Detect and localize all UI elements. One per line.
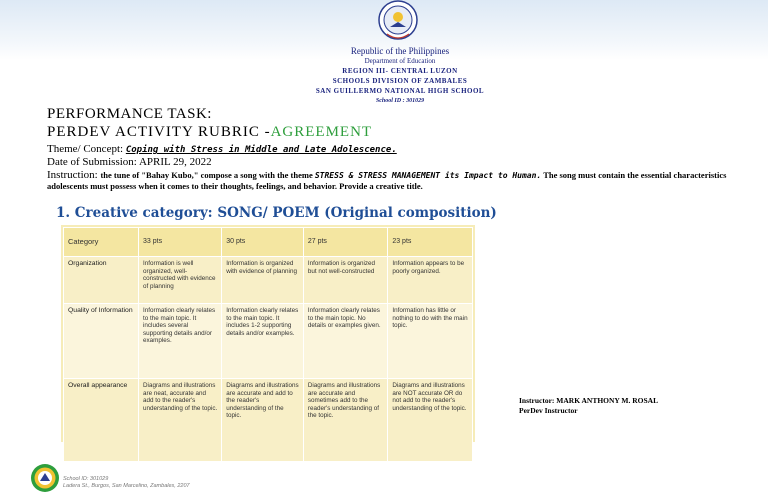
instructor-title: PerDev Instructor [519, 406, 578, 415]
instruction-text-1: the tune of "Bahay Kubo," compose a song with the theme [100, 170, 315, 180]
table-cell: Information clearly relates to the main topic. No details or examples given. [303, 304, 387, 379]
instruction-paragraph [47, 170, 757, 192]
header-category: Category [64, 228, 139, 257]
header-school-id: School ID : 301029 [375, 98, 425, 104]
theme-value: Coping with Stress in Middle and Late Adolescence. [125, 145, 397, 155]
school-header [280, 46, 520, 106]
row-category-organization: Organization [64, 257, 139, 304]
table-cell: Information is well organized, well-constructed with evidence of planning [139, 257, 222, 304]
header-school: SAN GUILLERMO NATIONAL HIGH SCHOOL [315, 87, 485, 95]
date-label: Date of Submission: [47, 156, 139, 168]
deped-seal-icon [378, 0, 418, 44]
table-cell: Diagrams and illustrations are neat, accurate and add to the reader's understanding of the topic. [139, 379, 222, 462]
rubric-header-row [64, 228, 473, 257]
table-row [64, 304, 473, 379]
footer-info [63, 476, 190, 490]
table-row [64, 257, 473, 304]
header-27-pts: 27 pts [303, 228, 387, 257]
rubric-table-container [61, 225, 475, 442]
table-row [64, 379, 473, 462]
footer-address: Ladera St., Burgos, San Marcelino, Zambales, 2207 [63, 483, 190, 489]
footer-school-id: School ID: 301029 [63, 476, 109, 482]
rubric-title [47, 124, 372, 141]
table-cell: Information is organized but not well-constructed [303, 257, 387, 304]
row-category-appearance: Overall appearance [64, 379, 139, 462]
header-33-pts: 33 pts [139, 228, 222, 257]
header-30-pts: 30 pts [222, 228, 304, 257]
school-logo-icon [30, 463, 60, 493]
submission-date-line [47, 156, 212, 168]
theme-line [47, 143, 397, 155]
instructor-name: Instructor: MARK ANTHONY M. ROSAL [519, 396, 659, 405]
header-region: REGION III- CENTRAL LUZON [342, 67, 458, 75]
table-cell: Information appears to be poorly organized. [388, 257, 473, 304]
category-heading: 1. Creative category: SONG/ POEM (Original composition) [56, 205, 497, 221]
header-23-pts: 23 pts [388, 228, 473, 257]
table-cell: Diagrams and illustrations are accurate and sometimes add to the reader's understanding of the topic. [303, 379, 387, 462]
rubric-title-prefix: PERDEV ACTIVITY RUBRIC - [47, 124, 271, 140]
rubric-title-agreement: AGREEMENT [270, 124, 373, 140]
instruction-text-2: The song must contain the essential characteristics adolescents must possess when it comes to their thoughts, feelings, and behavior. Provide a creative title. [47, 170, 727, 191]
instructor-block [519, 396, 658, 416]
rubric-table [63, 227, 473, 462]
header-republic: Republic of the Philippines [350, 46, 450, 56]
table-cell: Diagrams and illustrations are NOT accurate OR do not add to the reader's understanding of the topic. [388, 379, 473, 462]
instruction-theme: STRESS & STRESS MANAGEMENT its Impact to Human. [314, 171, 542, 180]
table-cell: Information is organized with evidence of planning [222, 257, 304, 304]
header-division: SCHOOLS DIVISION OF ZAMBALES [332, 77, 468, 85]
table-cell: Information clearly relates to the main topic. It includes 1-2 supporting details and/or examples. [222, 304, 304, 379]
theme-label: Theme/ Concept: [47, 143, 126, 155]
instruction-label: Instruction: [47, 169, 101, 181]
date-value: APRIL 29, 2022 [138, 156, 212, 168]
table-cell: Information has little or nothing to do with the main topic. [388, 304, 473, 379]
table-cell: Information clearly relates to the main topic. It includes several supporting details and/or examples. [139, 304, 222, 379]
row-category-quality: Quality of Information [64, 304, 139, 379]
performance-task-title: PERFORMANCE TASK: [47, 106, 212, 122]
table-cell: Diagrams and illustrations are accurate and add to the reader's understanding of the topic. [222, 379, 304, 462]
header-department: Department of Education [364, 57, 436, 65]
